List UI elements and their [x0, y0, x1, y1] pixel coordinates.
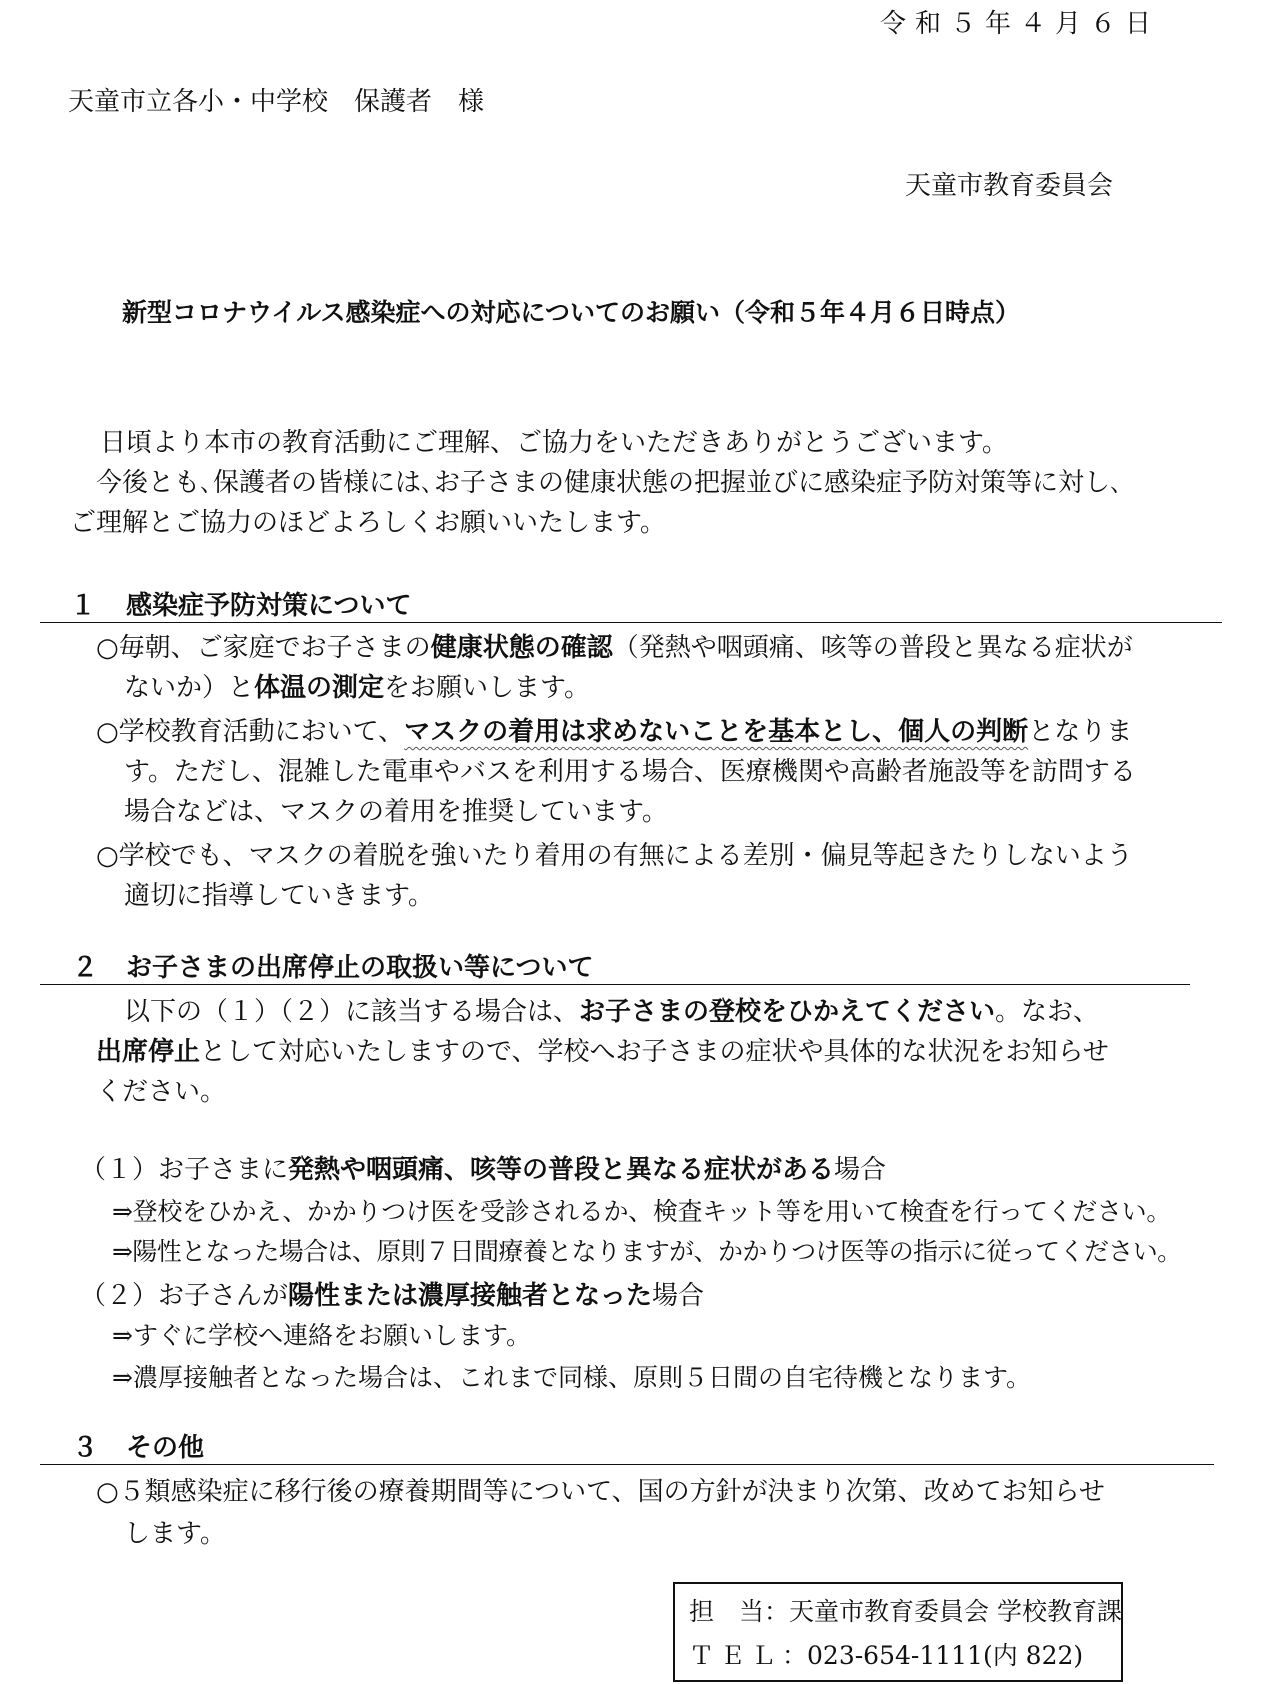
intro-line-2: 今後とも､保護者の皆様には､お子さまの健康状態の把握並びに感染症予防対策等に対し､	[96, 468, 1124, 498]
section-3-line-2: します。	[124, 1519, 226, 1549]
section-3-heading: その他	[126, 1433, 205, 1463]
section-1-number: １	[70, 591, 97, 621]
section-2-para-line-3: ください。	[96, 1077, 227, 1107]
section-1-item-2-line-2: す。ただし、混雑した電車やバスを利用する場合、医療機関や高齢者施設等を訪問する	[124, 757, 1136, 787]
sender: 天童市教育委員会	[905, 171, 1114, 201]
document-title: 新型コロナウイルス感染症への対応についてのお願い（令和５年４月６日時点）	[122, 298, 1021, 327]
section-2-para-line-2: 出席停止として対応いたしますので、学校へお子さまの症状や具体的な状況をお知らせ	[96, 1037, 1109, 1067]
case-1-arrow-1: ⇒登校をひかえ、かかりつけ医を受診されるか、検査キット等を用いて検査を行ってください。	[112, 1197, 1172, 1226]
section-2-rule	[40, 984, 1190, 985]
section-3-rule	[40, 1464, 1214, 1465]
section-2-number: ２	[72, 953, 99, 983]
section-3-number: ３	[72, 1433, 99, 1463]
case-1-arrow-2: ⇒陽性となった場合は、原則７日間療養となりますが、かかりつけ医等の指示に従ってください。	[112, 1237, 1182, 1266]
section-2-para-line-1: 以下の（１）（２）に該当する場合は、お子さまの登校をひかえてください。なお、	[124, 997, 1100, 1027]
case-2-arrow-1: ⇒すぐに学校へ連絡をお願いします。	[112, 1321, 531, 1350]
contact-box	[673, 1582, 1123, 1682]
contact-tel: ＴＥＬ：023-654-1111(内 822)	[689, 1641, 1084, 1670]
intro-line-1: 日頃より本市の教育活動にご理解、ご協力をいただきありがとうございます。	[100, 428, 1008, 458]
case-2-heading: （２）お子さんが陽性または濃厚接触者となった場合	[80, 1281, 705, 1311]
section-1-item-2-line-1: ○学校教育活動において、マスクの着用は求めないことを基本とし、個人の判断となりま	[96, 717, 1133, 747]
section-1-item-2-line-3: 場合などは、マスクの着用を推奨しています。	[124, 797, 668, 827]
addressee: 天童市立各小・中学校 保護者 様	[68, 87, 485, 117]
section-2-heading: お子さまの出席停止の取扱い等について	[126, 953, 594, 983]
section-1-heading: 感染症予防対策について	[126, 591, 412, 621]
section-1-item-3-line-1: ○学校でも、マスクの着脱を強いたり着用の有無による差別・偏見等起きたりしないよう	[96, 841, 1133, 871]
intro-line-3: ご理解とご協力のほどよろしくお願いいたします。	[70, 508, 666, 538]
section-1-item-3-line-2: 適切に指導していきます。	[124, 881, 434, 911]
contact-person: 担 当：天童市教育委員会 学校教育課	[689, 1597, 1122, 1626]
section-1-item-1-line-2: ないか）と体温の測定をお願いします。	[124, 673, 590, 703]
section-1-item-1-line-1: ○毎朝、ご家庭でお子さまの健康状態の確認（発熱や咽頭痛、咳等の普段と異なる症状が	[96, 633, 1133, 663]
section-1-rule	[40, 622, 1222, 623]
case-2-arrow-2: ⇒濃厚接触者となった場合は、これまで同様、原則５日間の自宅待機となります。	[112, 1363, 1031, 1392]
case-1-heading: （１）お子さまに発熱や咽頭痛、咳等の普段と異なる症状がある場合	[80, 1155, 887, 1185]
section-3-line-1: ○５類感染症に移行後の療養期間等について、国の方針が決まり次第、改めてお知らせ	[96, 1477, 1105, 1507]
document-date: 令和５年４月６日	[880, 9, 1161, 39]
